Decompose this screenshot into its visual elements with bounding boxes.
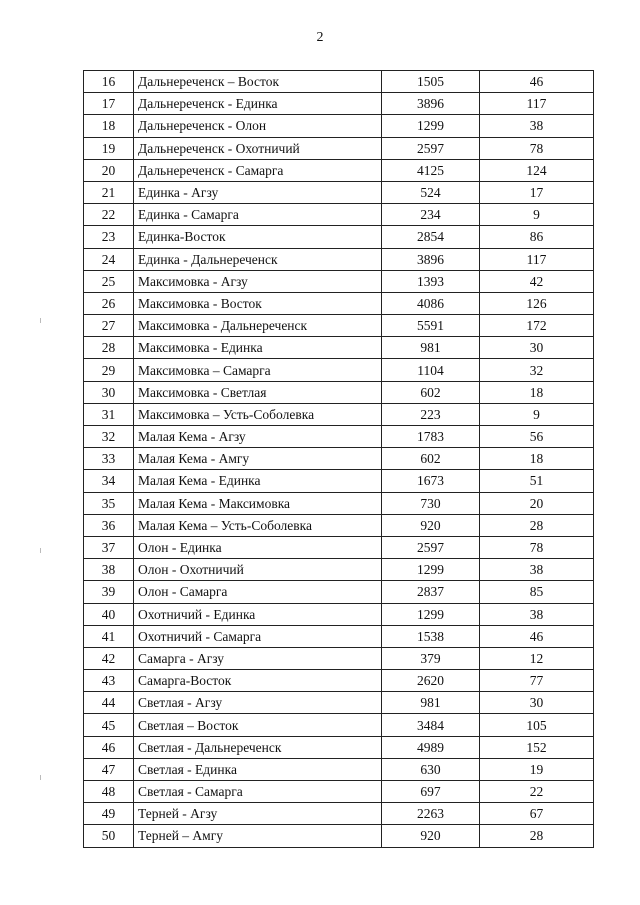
route-name-cell: Малая Кема - Максимовка [134, 492, 382, 514]
time-cell: 30 [480, 692, 594, 714]
distance-cell: 379 [382, 647, 480, 669]
table-row [84, 359, 594, 381]
table-row [84, 448, 594, 470]
route-name-cell: Малая Кема - Агзу [134, 426, 382, 448]
route-name-cell: Самарга-Восток [134, 670, 382, 692]
table-row [84, 137, 594, 159]
route-name-cell: Светлая - Агзу [134, 692, 382, 714]
distance-cell: 3484 [382, 714, 480, 736]
row-number-cell: 21 [84, 181, 134, 203]
table-row [84, 736, 594, 758]
row-number-cell: 48 [84, 781, 134, 803]
time-cell: 86 [480, 226, 594, 248]
table-row [84, 204, 594, 226]
route-name-cell: Охотничий - Единка [134, 603, 382, 625]
time-cell: 117 [480, 93, 594, 115]
table-row [84, 714, 594, 736]
time-cell: 126 [480, 292, 594, 314]
distance-cell: 2837 [382, 581, 480, 603]
row-number-cell: 40 [84, 603, 134, 625]
distance-cell: 697 [382, 781, 480, 803]
row-number-cell: 24 [84, 248, 134, 270]
route-table-body [84, 71, 594, 848]
time-cell: 67 [480, 803, 594, 825]
distance-cell: 1299 [382, 115, 480, 137]
table-row [84, 625, 594, 647]
distance-cell: 602 [382, 448, 480, 470]
row-number-cell: 43 [84, 670, 134, 692]
distance-cell: 2597 [382, 536, 480, 558]
route-name-cell: Единка - Дальнереченск [134, 248, 382, 270]
row-number-cell: 42 [84, 647, 134, 669]
time-cell: 18 [480, 381, 594, 403]
row-number-cell: 38 [84, 559, 134, 581]
time-cell: 28 [480, 825, 594, 847]
route-name-cell: Терней - Агзу [134, 803, 382, 825]
route-name-cell: Дальнереченск - Охотничий [134, 137, 382, 159]
table-row [84, 670, 594, 692]
row-number-cell: 16 [84, 71, 134, 93]
row-number-cell: 28 [84, 337, 134, 359]
time-cell: 19 [480, 758, 594, 780]
time-cell: 38 [480, 603, 594, 625]
page-number: 2 [316, 30, 324, 45]
row-number-cell: 34 [84, 470, 134, 492]
route-name-cell: Светлая - Единка [134, 758, 382, 780]
route-name-cell: Максимовка - Дальнереченск [134, 315, 382, 337]
route-name-cell: Светлая – Восток [134, 714, 382, 736]
route-name-cell: Олон - Единка [134, 536, 382, 558]
time-cell: 38 [480, 115, 594, 137]
row-number-cell: 45 [84, 714, 134, 736]
distance-cell: 981 [382, 692, 480, 714]
distance-cell: 3896 [382, 248, 480, 270]
row-number-cell: 33 [84, 448, 134, 470]
route-name-cell: Максимовка – Самарга [134, 359, 382, 381]
time-cell: 42 [480, 270, 594, 292]
time-cell: 20 [480, 492, 594, 514]
row-number-cell: 37 [84, 536, 134, 558]
time-cell: 9 [480, 204, 594, 226]
distance-cell: 730 [382, 492, 480, 514]
route-name-cell: Максимовка - Единка [134, 337, 382, 359]
distance-cell: 920 [382, 514, 480, 536]
route-name-cell: Малая Кема - Единка [134, 470, 382, 492]
time-cell: 38 [480, 559, 594, 581]
distance-cell: 981 [382, 337, 480, 359]
row-number-cell: 39 [84, 581, 134, 603]
route-name-cell: Малая Кема - Амгу [134, 448, 382, 470]
distance-cell: 602 [382, 381, 480, 403]
row-number-cell: 44 [84, 692, 134, 714]
row-number-cell: 18 [84, 115, 134, 137]
row-number-cell: 50 [84, 825, 134, 847]
table-row [84, 115, 594, 137]
row-number-cell: 31 [84, 403, 134, 425]
distance-cell: 2620 [382, 670, 480, 692]
distance-cell: 234 [382, 204, 480, 226]
table-row [84, 803, 594, 825]
route-name-cell: Дальнереченск – Восток [134, 71, 382, 93]
route-name-cell: Олон - Самарга [134, 581, 382, 603]
row-number-cell: 32 [84, 426, 134, 448]
table-row [84, 536, 594, 558]
table-row [84, 248, 594, 270]
time-cell: 56 [480, 426, 594, 448]
route-name-cell: Единка - Агзу [134, 181, 382, 203]
route-name-cell: Самарга - Агзу [134, 647, 382, 669]
distance-cell: 2854 [382, 226, 480, 248]
distance-cell: 1299 [382, 559, 480, 581]
time-cell: 32 [480, 359, 594, 381]
distance-cell: 1104 [382, 359, 480, 381]
row-number-cell: 36 [84, 514, 134, 536]
distance-cell: 223 [382, 403, 480, 425]
row-number-cell: 49 [84, 803, 134, 825]
table-row [84, 603, 594, 625]
time-cell: 78 [480, 137, 594, 159]
distance-cell: 2263 [382, 803, 480, 825]
distance-cell: 4989 [382, 736, 480, 758]
route-name-cell: Дальнереченск - Единка [134, 93, 382, 115]
margin-mark [40, 548, 41, 553]
table-row [84, 93, 594, 115]
time-cell: 30 [480, 337, 594, 359]
table-row [84, 71, 594, 93]
time-cell: 9 [480, 403, 594, 425]
row-number-cell: 19 [84, 137, 134, 159]
time-cell: 51 [480, 470, 594, 492]
time-cell: 117 [480, 248, 594, 270]
route-name-cell: Светлая - Самарга [134, 781, 382, 803]
route-name-cell: Максимовка - Агзу [134, 270, 382, 292]
row-number-cell: 30 [84, 381, 134, 403]
distance-cell: 1783 [382, 426, 480, 448]
table-row [84, 559, 594, 581]
distance-cell: 3896 [382, 93, 480, 115]
table-row [84, 514, 594, 536]
time-cell: 18 [480, 448, 594, 470]
table-row [84, 226, 594, 248]
distance-cell: 1538 [382, 625, 480, 647]
time-cell: 22 [480, 781, 594, 803]
route-name-cell: Дальнереченск - Олон [134, 115, 382, 137]
time-cell: 46 [480, 71, 594, 93]
row-number-cell: 35 [84, 492, 134, 514]
distance-cell: 1393 [382, 270, 480, 292]
table-row [84, 181, 594, 203]
distance-cell: 4125 [382, 159, 480, 181]
table-row [84, 692, 594, 714]
row-number-cell: 27 [84, 315, 134, 337]
distance-cell: 5591 [382, 315, 480, 337]
table-row [84, 647, 594, 669]
route-name-cell: Малая Кема – Усть-Соболевка [134, 514, 382, 536]
table-row [84, 581, 594, 603]
distance-cell: 1299 [382, 603, 480, 625]
table-row [84, 159, 594, 181]
table-row [84, 758, 594, 780]
distance-cell: 630 [382, 758, 480, 780]
time-cell: 124 [480, 159, 594, 181]
table-row [84, 381, 594, 403]
distance-cell: 1505 [382, 71, 480, 93]
table-row [84, 337, 594, 359]
route-name-cell: Единка - Самарга [134, 204, 382, 226]
time-cell: 85 [480, 581, 594, 603]
row-number-cell: 20 [84, 159, 134, 181]
table-row [84, 781, 594, 803]
route-name-cell: Охотничий - Самарга [134, 625, 382, 647]
route-name-cell: Максимовка – Усть-Соболевка [134, 403, 382, 425]
distance-cell: 1673 [382, 470, 480, 492]
route-name-cell: Максимовка - Восток [134, 292, 382, 314]
row-number-cell: 23 [84, 226, 134, 248]
row-number-cell: 17 [84, 93, 134, 115]
row-number-cell: 22 [84, 204, 134, 226]
margin-mark [40, 318, 41, 323]
route-name-cell: Единка-Восток [134, 226, 382, 248]
time-cell: 78 [480, 536, 594, 558]
route-name-cell: Дальнереченск - Самарга [134, 159, 382, 181]
time-cell: 12 [480, 647, 594, 669]
row-number-cell: 41 [84, 625, 134, 647]
table-row [84, 315, 594, 337]
row-number-cell: 46 [84, 736, 134, 758]
row-number-cell: 47 [84, 758, 134, 780]
table-row [84, 492, 594, 514]
table-row [84, 470, 594, 492]
route-name-cell: Олон - Охотничий [134, 559, 382, 581]
time-cell: 77 [480, 670, 594, 692]
time-cell: 28 [480, 514, 594, 536]
table-row [84, 403, 594, 425]
route-name-cell: Светлая - Дальнереченск [134, 736, 382, 758]
margin-mark [40, 775, 41, 780]
table-row [84, 825, 594, 847]
distance-cell: 4086 [382, 292, 480, 314]
table-row [84, 270, 594, 292]
row-number-cell: 29 [84, 359, 134, 381]
distance-cell: 2597 [382, 137, 480, 159]
time-cell: 152 [480, 736, 594, 758]
distance-cell: 524 [382, 181, 480, 203]
route-name-cell: Максимовка - Светлая [134, 381, 382, 403]
time-cell: 172 [480, 315, 594, 337]
time-cell: 46 [480, 625, 594, 647]
table-row [84, 292, 594, 314]
distance-cell: 920 [382, 825, 480, 847]
route-name-cell: Терней – Амгу [134, 825, 382, 847]
row-number-cell: 26 [84, 292, 134, 314]
table-row [84, 426, 594, 448]
row-number-cell: 25 [84, 270, 134, 292]
route-table [83, 70, 594, 848]
time-cell: 105 [480, 714, 594, 736]
time-cell: 17 [480, 181, 594, 203]
